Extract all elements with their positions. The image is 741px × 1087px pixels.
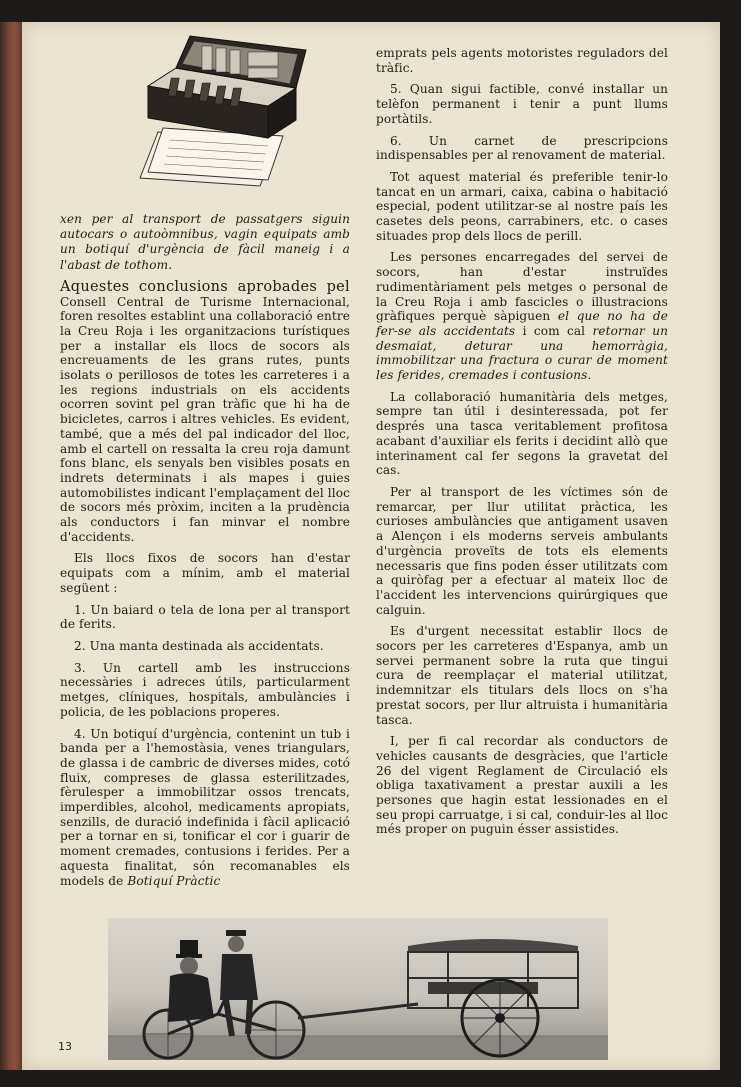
list-item: [60, 727, 350, 889]
conclusions-body: Consell Central de Turisme Internacional, foren resoltes establint una collaboració entre la Creu Roja i les organitzacions turístiques per a installar els llocs de socors als encreuaments de les grans rutes, punts isolats o perillosos de totes les carreteres i a les regions industrials on els accidents ocorren sovint pel gran tràfic que hi ha de bicicletes, carros i altres vehicles. Es evident, també, que a més del pal indicador del lloc, amb el cartell on ressalta la creu roja damunt fons blanc, els senyals ben visibles posats en indrets determinats i als mapes i guies automobilistes indicant l'emplaçament del lloc de socors més pròxim, inciten a la prudència als conductors i fan minvar el nombre d'accidents.: [60, 294, 350, 544]
equipment-intro-paragraph: Els llocs fixos de socors han d'estar equipats com a mínim, amb el material següent :: [60, 551, 350, 595]
right-column: [376, 46, 668, 837]
body-paragraph: La collaboració humanitària dels metges, sempre tan útil i desinteressada, pot fer després una tasca veritablement profitosa acabant d'auxiliar els ferits i decidint allò que interinament cal fer segons la gravetat del cas.: [376, 389, 668, 478]
italic-lead-paragraph: xen per al transport de passatgers siguin autocars o autoòmnibus, vagin equipats amb un botiquí d'urgència de fàcil maneig i a l'abast de tothom.: [60, 212, 350, 272]
emphasis-text: el que no ha de fer-se als accidentats: [376, 309, 669, 338]
list-item: 6. Un carnet de prescripcions indispensables per al renovament de material.: [376, 133, 668, 163]
first-aid-kit-icon: [118, 28, 318, 190]
ambulance-tricycle-illustration: [108, 918, 608, 1060]
page-number: 13: [58, 1040, 72, 1053]
lead-phrase: Aquestes conclusions aprobades pel: [60, 278, 350, 295]
list-item: 2. Una manta destinada als accidentats.: [74, 638, 324, 653]
body-text: Les persones encarregades del servei de socors, han d'estar instruïdes rudimentàriament pels metges o personal de la Creu Roja i amb fascicles o illustracions gràfiques perquè sàpiguen: [376, 250, 668, 324]
book-binding: [0, 22, 22, 1070]
list-item: 5. Quan sigui factible, convé installar un telèfon permanent i tenir a punt llums portàtils.: [376, 82, 668, 126]
magazine-page: [22, 22, 720, 1070]
list-item: 3. Un cartell amb les instruccions necessàries i adreces útils, particularment metges, clíniques, hospitals, ambulàncies i policia, de les poblacions properes.: [60, 660, 350, 719]
list-item: 1. Un baiard o tela de lona per al transport de ferits.: [60, 602, 350, 632]
body-paragraph: Es d'urgent necessitat establir llocs de socors per les carreteres d'Espanya, amb un servei permanent sobre la ruta que tingui cura de reemplaçar el material utilitzat, indemnitzar els titulars dels llocs on s'ha prestat socors, per llur altruista i humanitària tasca.: [376, 624, 668, 727]
body-paragraph: I, per fi cal recordar als conductors de vehicles causants de desgràcies, que l'article 26 del vigent Reglament de Circulació els obliga taxativament a prestar auxili a les persones que hagin estat lessionades en el seu propi carruatge, i si cal, conduir-les al lloc més proper on puguin ésser assistides.: [376, 734, 668, 837]
body-paragraph: [376, 250, 668, 382]
body-text: i com cal: [522, 323, 586, 338]
conclusions-paragraph: [60, 280, 350, 545]
ambulance-tricycle-photo: [108, 918, 608, 1060]
left-column: [60, 212, 350, 888]
list-item-text: 4. Un botiquí d'urgència, contenint un tub i banda per a l'hemostàsia, venes triangulars, de glassa i de cambric de diverses mides, cotó fluix, compreses de glassa esterilitzades, fèrulesper a immobilitzar ossos trencats, imperdibles, alcohol, medicaments apropiats, senzills, de duració indefinida i fàcil aplicació per a tornar en si, tonificar el cor i guarir de moment cremades, contusions i ferides. Per a aquesta finalitat, són recomanables els models de: [60, 726, 350, 888]
body-paragraph: Per al transport de les víctimes són de remarcar, per llur utilitat pràctica, les curioses ambulàncies que antigament usaven a Alençon i els moderns serveis ambulants d'urgència proveïts de tots els elements necessaris que fins poden ésser utilitzats com a quiròfag per a efectuar al mateix lloc de l'accident les intervencions quirúrgiques que calguin.: [376, 484, 668, 617]
emphasis-text: retornar un desmaiat, deturar una hemorràgia, immobilitzar una fractura o curar de moment les ferides, cremades i contusions.: [376, 323, 668, 383]
body-paragraph: Tot aquest material és preferible tenir-lo tancat en un armari, caixa, cabina o habitació especial, podent utilitzar-se al nostre país les casetes dels peons, carrabiners, etc. o cases situades prop dels llocs de perill.: [376, 169, 668, 243]
continuation-paragraph: emprats pels agents motoristes reguladors del tràfic.: [376, 46, 668, 75]
product-name: Botiquí Pràctic: [127, 873, 221, 888]
